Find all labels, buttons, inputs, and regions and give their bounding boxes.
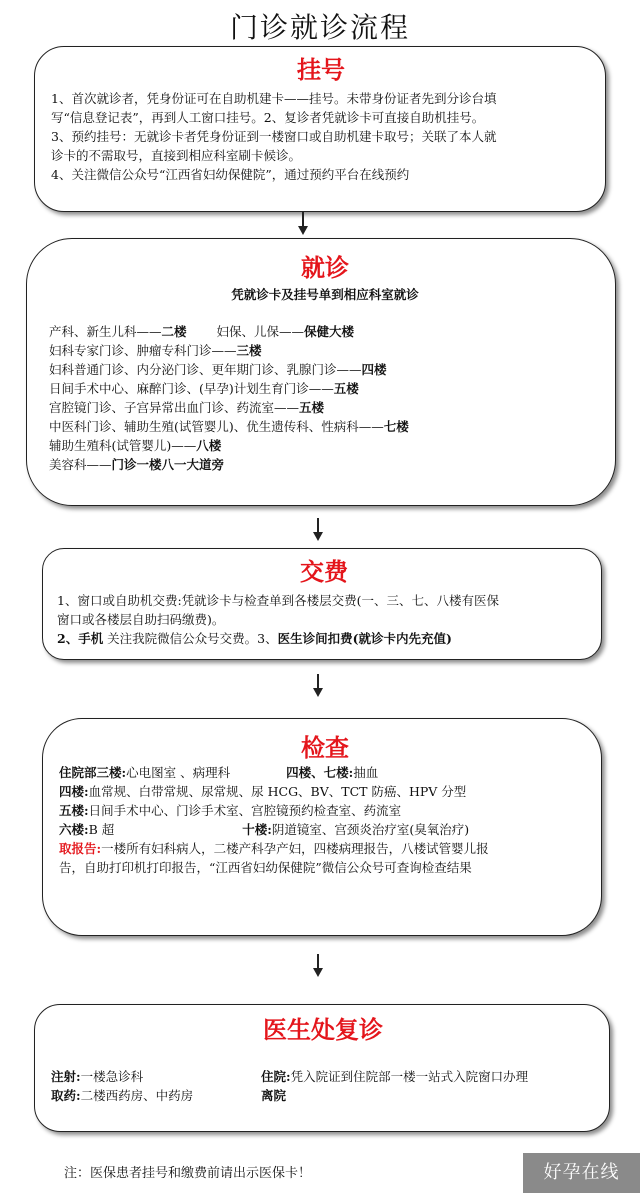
visit-dept: 妇科专家门诊、肿瘤专科门诊—— <box>49 343 237 358</box>
exam-value: 阴道镜室、宫颈炎治疗室(臭氧治疗) <box>271 822 470 837</box>
exam-value: 抽血 <box>353 765 379 780</box>
visit-box <box>26 238 616 506</box>
register-heading: 挂号 <box>297 55 345 84</box>
visit-row-5 <box>49 398 601 417</box>
register-box <box>34 46 606 212</box>
followup-label: 注射: <box>51 1069 81 1084</box>
visit-dept: 辅助生殖科(试管婴儿)—— <box>49 438 197 453</box>
visit-floor: 三楼 <box>236 343 262 358</box>
exam-value: B 超 <box>88 822 115 837</box>
arrow-down-icon <box>313 674 323 698</box>
exam-label: 五楼: <box>59 803 89 818</box>
exam-label: 六楼: <box>59 822 89 837</box>
arrow-down-icon <box>298 212 308 236</box>
visit-dept: 宫腔镜门诊、子宫异常出血门诊、药流室—— <box>49 400 300 415</box>
register-line-4: 诊卡的不需取号，直接到相应科室刷卡候诊。 <box>51 148 302 163</box>
exam-label: 十楼: <box>242 822 272 837</box>
arrow-down-icon <box>313 518 323 542</box>
visit-row-2 <box>49 341 601 360</box>
exam-row-2 <box>59 782 591 801</box>
exam-value: 血常规、白带常规、尿常规、尿 HCG、BV、TCT 防癌、HPV 分型 <box>88 784 467 799</box>
exam-report-label: 取报告: <box>59 841 102 856</box>
visit-dept: 中医科门诊、辅助生殖(试管婴儿)、优生遗传科、性病科—— <box>49 419 384 434</box>
payment-line-2: 窗口或各楼层自助扫码缴费)。 <box>57 612 225 627</box>
exam-row-6 <box>59 858 591 877</box>
visit-heading: 就诊 <box>301 253 349 282</box>
followup-row-1 <box>51 1067 595 1086</box>
visit-floor: 二楼 <box>161 324 187 339</box>
visit-row-4 <box>49 379 601 398</box>
visit-floor: 八楼 <box>196 438 222 453</box>
exam-report-value: 一楼所有妇科病人，二楼产科孕产妇，四楼病理报告，八楼试管婴儿报 <box>101 841 489 856</box>
payment-phone-text: 关注我院微信公众号交费。3、 <box>103 631 278 646</box>
arrow-down-icon <box>313 954 323 978</box>
followup-box <box>34 1004 610 1132</box>
followup-value: 一楼急诊科 <box>80 1069 144 1084</box>
payment-box <box>42 548 602 660</box>
followup-label: 取药: <box>51 1088 81 1103</box>
exam-row-4 <box>59 820 591 839</box>
payment-line-3 <box>57 629 591 648</box>
visit-floor: 五楼 <box>333 381 359 396</box>
visit-floor: 门诊一楼八一大道旁 <box>111 457 225 472</box>
exam-label: 住院部三楼: <box>59 765 127 780</box>
exam-label: 四楼: <box>59 784 89 799</box>
followup-value: 二楼西药房、中药房 <box>80 1088 194 1103</box>
visit-row-6 <box>49 417 601 436</box>
visit-row-3 <box>49 360 601 379</box>
visit-row-8 <box>49 455 601 474</box>
payment-phone-label: 2、手机 <box>57 631 104 646</box>
exam-value: 日间手术中心、门诊手术室、宫腔镜预约检查室、药流室 <box>88 803 402 818</box>
exam-row-1 <box>59 763 591 782</box>
visit-dept: 产科、新生儿科—— <box>49 324 162 339</box>
register-line-5: 4、关注微信公众号“江西省妇幼保健院”，通过预约平台在线预约 <box>51 167 410 182</box>
exam-row-3 <box>59 801 591 820</box>
payment-heading: 交费 <box>300 557 348 586</box>
followup-label: 住院: <box>261 1069 291 1084</box>
exam-row-5 <box>59 839 591 858</box>
followup-value: 凭入院证到住院部一楼一站式入院窗口办理 <box>290 1069 529 1084</box>
visit-floor: 四楼 <box>361 362 387 377</box>
payment-doctor-text: 医生诊间扣费(就诊卡内先充值) <box>277 631 452 646</box>
visit-row-7 <box>49 436 601 455</box>
followup-heading: 医生处复诊 <box>263 1015 383 1044</box>
page-title: 门诊就诊流程 <box>229 11 410 44</box>
insurance-note: 注：医保患者挂号和缴费前请出示医保卡！ <box>64 1166 312 1181</box>
watermark-logo: 好孕在线 <box>523 1153 640 1193</box>
visit-dept: 妇科普通门诊、内分泌门诊、更年期门诊、乳腺门诊—— <box>49 362 362 377</box>
visit-floor: 保健大楼 <box>304 324 355 339</box>
followup-label: 离院 <box>261 1088 287 1103</box>
register-line-1: 1、首次就诊者，凭身份证可在自助机建卡——挂号。未带身份证者先到分诊台填 <box>51 91 497 106</box>
visit-floor: 五楼 <box>299 400 325 415</box>
exam-value: 心电图室 、病理科 <box>126 765 231 780</box>
register-line-3: 3、预约挂号：无就诊卡者凭身份证到一楼窗口或自助机建卡取号；关联了本人就 <box>51 129 497 144</box>
visit-row-1 <box>49 322 601 341</box>
exam-label: 四楼、七楼: <box>286 765 354 780</box>
register-line-2: 写“信息登记表”，再到人工窗口挂号。2、复诊者凭就诊卡可直接自助机挂号。 <box>51 110 485 125</box>
exam-heading: 检查 <box>301 733 349 762</box>
exam-box <box>42 718 602 936</box>
visit-dept: 日间手术中心、麻醉门诊、(早孕)计划生育门诊—— <box>49 381 334 396</box>
payment-line-1: 1、窗口或自助机交费:凭就诊卡与检查单到各楼层交费(一、三、七、八楼有医保 <box>57 593 500 608</box>
visit-subheading: 凭就诊卡及挂号单到相应科室就诊 <box>231 287 419 302</box>
visit-floor: 七楼 <box>383 419 409 434</box>
exam-report-value: 告，自助打印机打印报告，“江西省妇幼保健院”微信公众号可查询检查结果 <box>59 860 472 875</box>
visit-dept: 妇保、儿保—— <box>216 324 305 339</box>
visit-dept: 美容科—— <box>49 457 112 472</box>
followup-row-2 <box>51 1086 595 1105</box>
